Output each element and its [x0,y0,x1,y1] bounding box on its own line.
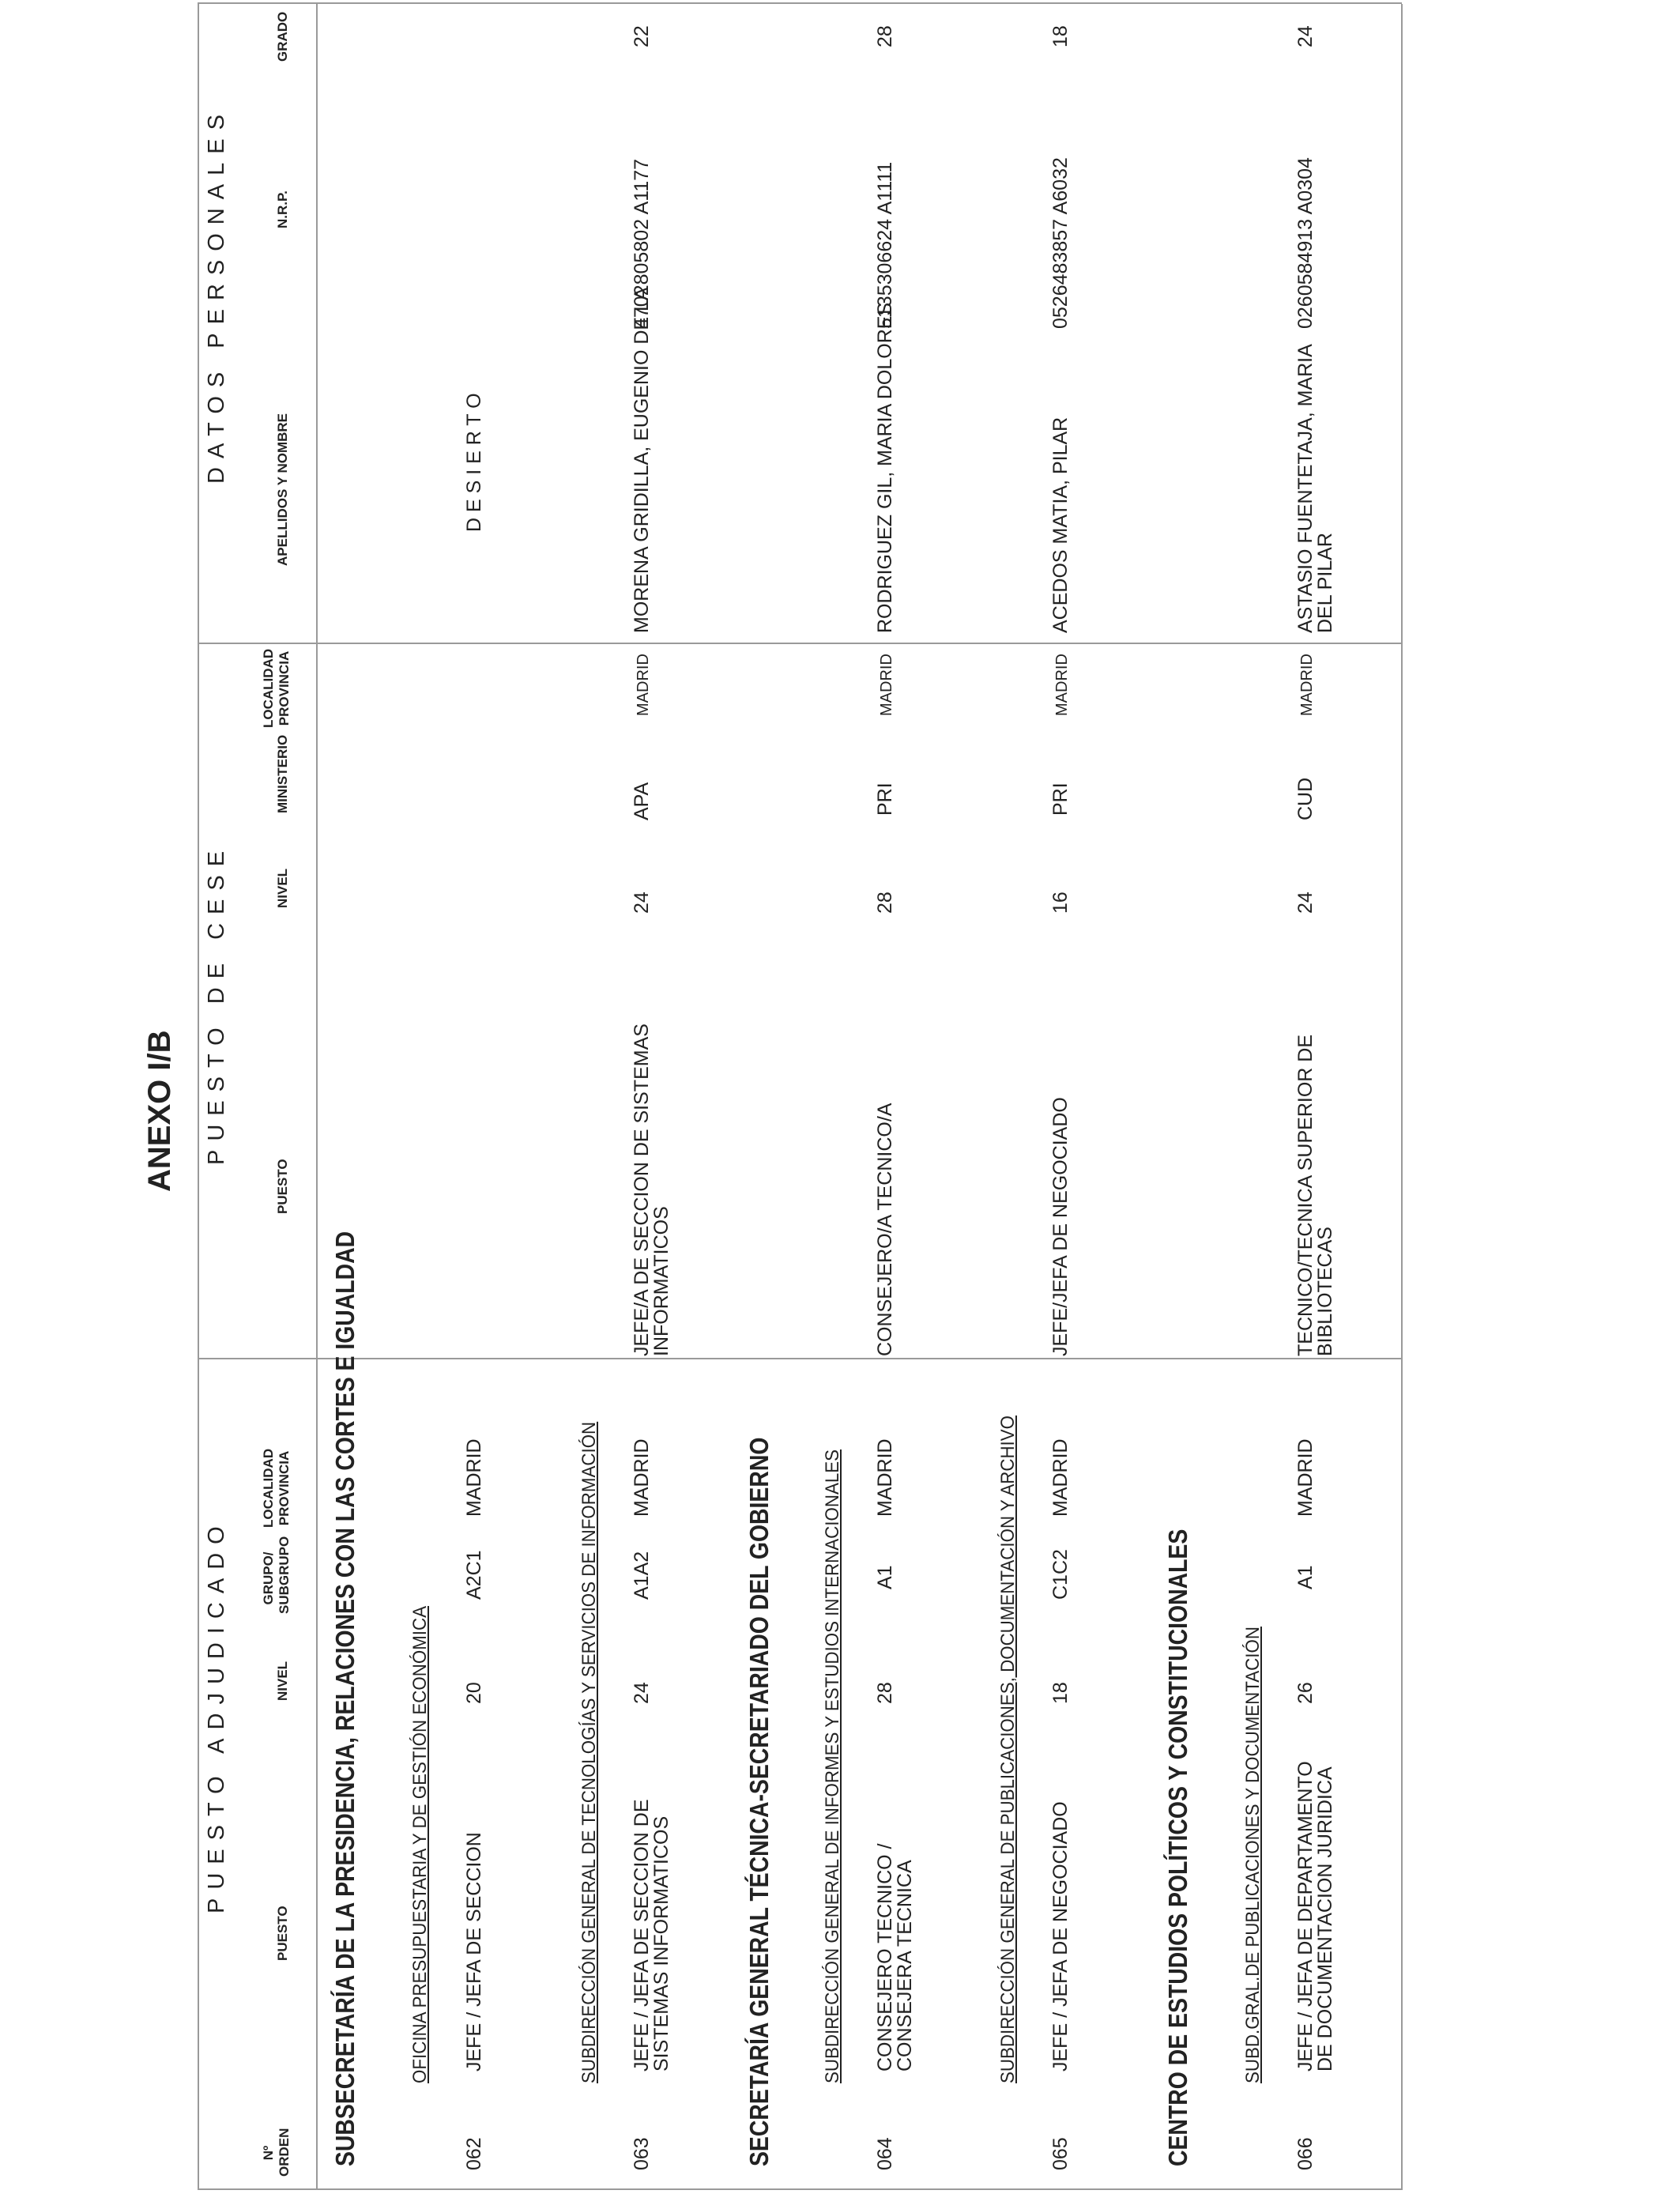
cell-puesto: JEFE / JEFA DE SECCION DE SISTEMAS INFORMATICOS [631,1799,672,2071]
cell-grado: 28 [874,25,896,47]
cell-nrp: 5135306624 A1111 [874,161,896,329]
cell-ministerio: CUD [1294,777,1317,820]
cell-orden: 064 [874,2137,896,2170]
cell-puesto: JEFE / JEFA DE DEPARTAMENTO DE DOCUMENTACION JURIDICA [1294,1761,1336,2071]
cell-cese-nivel: 28 [874,892,896,914]
cell-cese-localidad: MADRID [635,654,652,716]
cell-localidad: MADRID [874,1438,896,1517]
cell-cese-puesto: JEFE/A DE SECCION DE SISTEMAS INFORMATICOS [631,1023,672,1356]
cell-grado: 18 [1049,25,1072,47]
cell-localidad: MADRID [1294,1438,1317,1517]
section-title: SUBSECRETARÍA DE LA PRESIDENCIA, RELACIONES CON LAS CORTES E IGUALDAD [330,1231,360,2166]
divider-cese-datos [198,643,1402,644]
cell-orden: 062 [463,2137,485,2170]
col-header-ministerio: MINISTERIO [275,734,290,813]
cell-orden: 065 [1049,2137,1072,2170]
col-header-grupo: GRUPO/ SUBGRUPO [261,1536,292,1614]
frame-top-line [198,4,199,2190]
col-header-cese-puesto: PUESTO [275,1159,290,1214]
cell-cese-puesto: CONSEJERO/A TECNICO/A [874,1103,896,1356]
cell-nivel: 28 [874,1682,896,1704]
cell-orden: 066 [1294,2137,1317,2170]
col-header-localidad: LOCALIDAD PROVINCIA [261,1448,292,1528]
cell-orden: 063 [631,2137,653,2170]
cell-grupo: A1 [874,1565,896,1589]
cell-localidad: MADRID [631,1438,653,1517]
cell-nrp: 0526483857 A6032 [1049,157,1072,329]
cell-grupo: A2C1 [463,1550,485,1600]
col-header-cese-nivel: NIVEL [275,868,290,908]
cell-nrp: 4702805802 A1177 [631,158,653,329]
cell-localidad: MADRID [1049,1438,1072,1517]
cell-cese-nivel: 16 [1049,892,1072,914]
subsection-title: SUBDIRECCIÓN GENERAL DE PUBLICACIONES, DOCUMENTACIÓN Y ARCHIVO [997,1415,1019,2083]
frame-right-line [198,2,1402,4]
cell-nivel: 26 [1294,1682,1317,1704]
cell-ministerio: PRI [874,782,896,816]
frame-bottom-line [1401,4,1403,2190]
col-header-apellidos: APELLIDOS Y NOMBRE [275,413,290,566]
cell-grado: 22 [631,25,653,47]
cell-grupo: A1 [1294,1565,1317,1589]
subsection-title: OFICINA PRESUPUESTARIA Y DE GESTIÓN ECONÓMICA [409,1605,431,2083]
subsection-title: SUBDIRECCIÓN GENERAL DE TECNOLOGÍAS Y SERVICIOS DE INFORMACIÓN [578,1421,600,2083]
cell-localidad: MADRID [463,1438,485,1517]
cell-apellidos: ASTASIO FUENTETAJA, MARIA DEL PILAR [1294,345,1336,633]
group-header-cese: PUESTO DE CESE [204,842,229,1165]
cell-ministerio: PRI [1049,782,1072,816]
cell-puesto: CONSEJERO TECNICO / CONSEJERA TECNICA [874,1843,916,2071]
col-header-cese-localidad: LOCALIDAD PROVINCIA [261,648,292,728]
cell-grupo: C1C2 [1049,1549,1072,1600]
cell-puesto: JEFE / JEFA DE NEGOCIADO [1049,1801,1072,2071]
divider-adjudicado-cese [198,1358,1402,1359]
cell-cese-localidad: MADRID [878,654,895,716]
cell-puesto: JEFE / JEFA DE SECCION [463,1832,485,2071]
page-title: ANEXO I/B [142,1030,177,1192]
frame-left-line [198,2188,1402,2190]
cell-nivel: 20 [463,1682,485,1704]
cell-apellidos: RODRIGUEZ GIL, MARIA DOLORES [874,302,896,633]
col-header-puesto: PUESTO [275,1906,290,1961]
group-header-datos: DATOS PERSONALES [204,106,229,484]
group-header-adjudicado: PUESTO ADJUDICADO [204,1517,229,1913]
subsection-title: SUBD.GRAL.DE PUBLICACIONES Y DOCUMENTACIÓN [1242,1627,1264,2083]
cell-apellidos: ACEDOS MATIA, PILAR [1049,417,1072,633]
cell-cese-localidad: MADRID [1298,654,1316,716]
cell-ministerio: APA [631,782,653,820]
cell-cese-nivel: 24 [1294,892,1317,914]
subsection-title: SUBDIRECCIÓN GENERAL DE INFORMES Y ESTUDIOS INTERNACIONALES [822,1449,843,2083]
cell-apellidos: D E S I E R T O [463,393,485,532]
col-header-nivel: NIVEL [275,1661,290,1701]
cell-grado: 24 [1294,25,1317,47]
cell-cese-localidad: MADRID [1053,654,1071,716]
section-title: SECRETARÍA GENERAL TÉCNICA-SECRETARIADO DEL GOBIERNO [744,1437,774,2166]
cell-cese-puesto: TECNICO/TECNICA SUPERIOR DE BIBLIOTECAS [1294,1035,1336,1356]
cell-grupo: A1A2 [631,1551,653,1600]
col-header-orden: Nº ORDEN [261,2128,292,2177]
col-header-nrp: N.R.P. [275,190,290,228]
cell-nivel: 18 [1049,1682,1072,1704]
section-title: CENTRO DE ESTUDIOS POLÍTICOS Y CONSTITUCIONALES [1163,1529,1192,2166]
cell-cese-puesto: JEFE/JEFA DE NEGOCIADO [1049,1097,1072,1356]
frame-header-line [316,4,318,2190]
cell-cese-nivel: 24 [631,892,653,914]
col-header-grado: GRADO [275,11,290,62]
cell-nrp: 0260584913 A0304 [1294,157,1317,329]
cell-apellidos: MORENA GRIDILLA, EUGENIO DE LA [631,287,653,633]
cell-nivel: 24 [631,1682,653,1704]
